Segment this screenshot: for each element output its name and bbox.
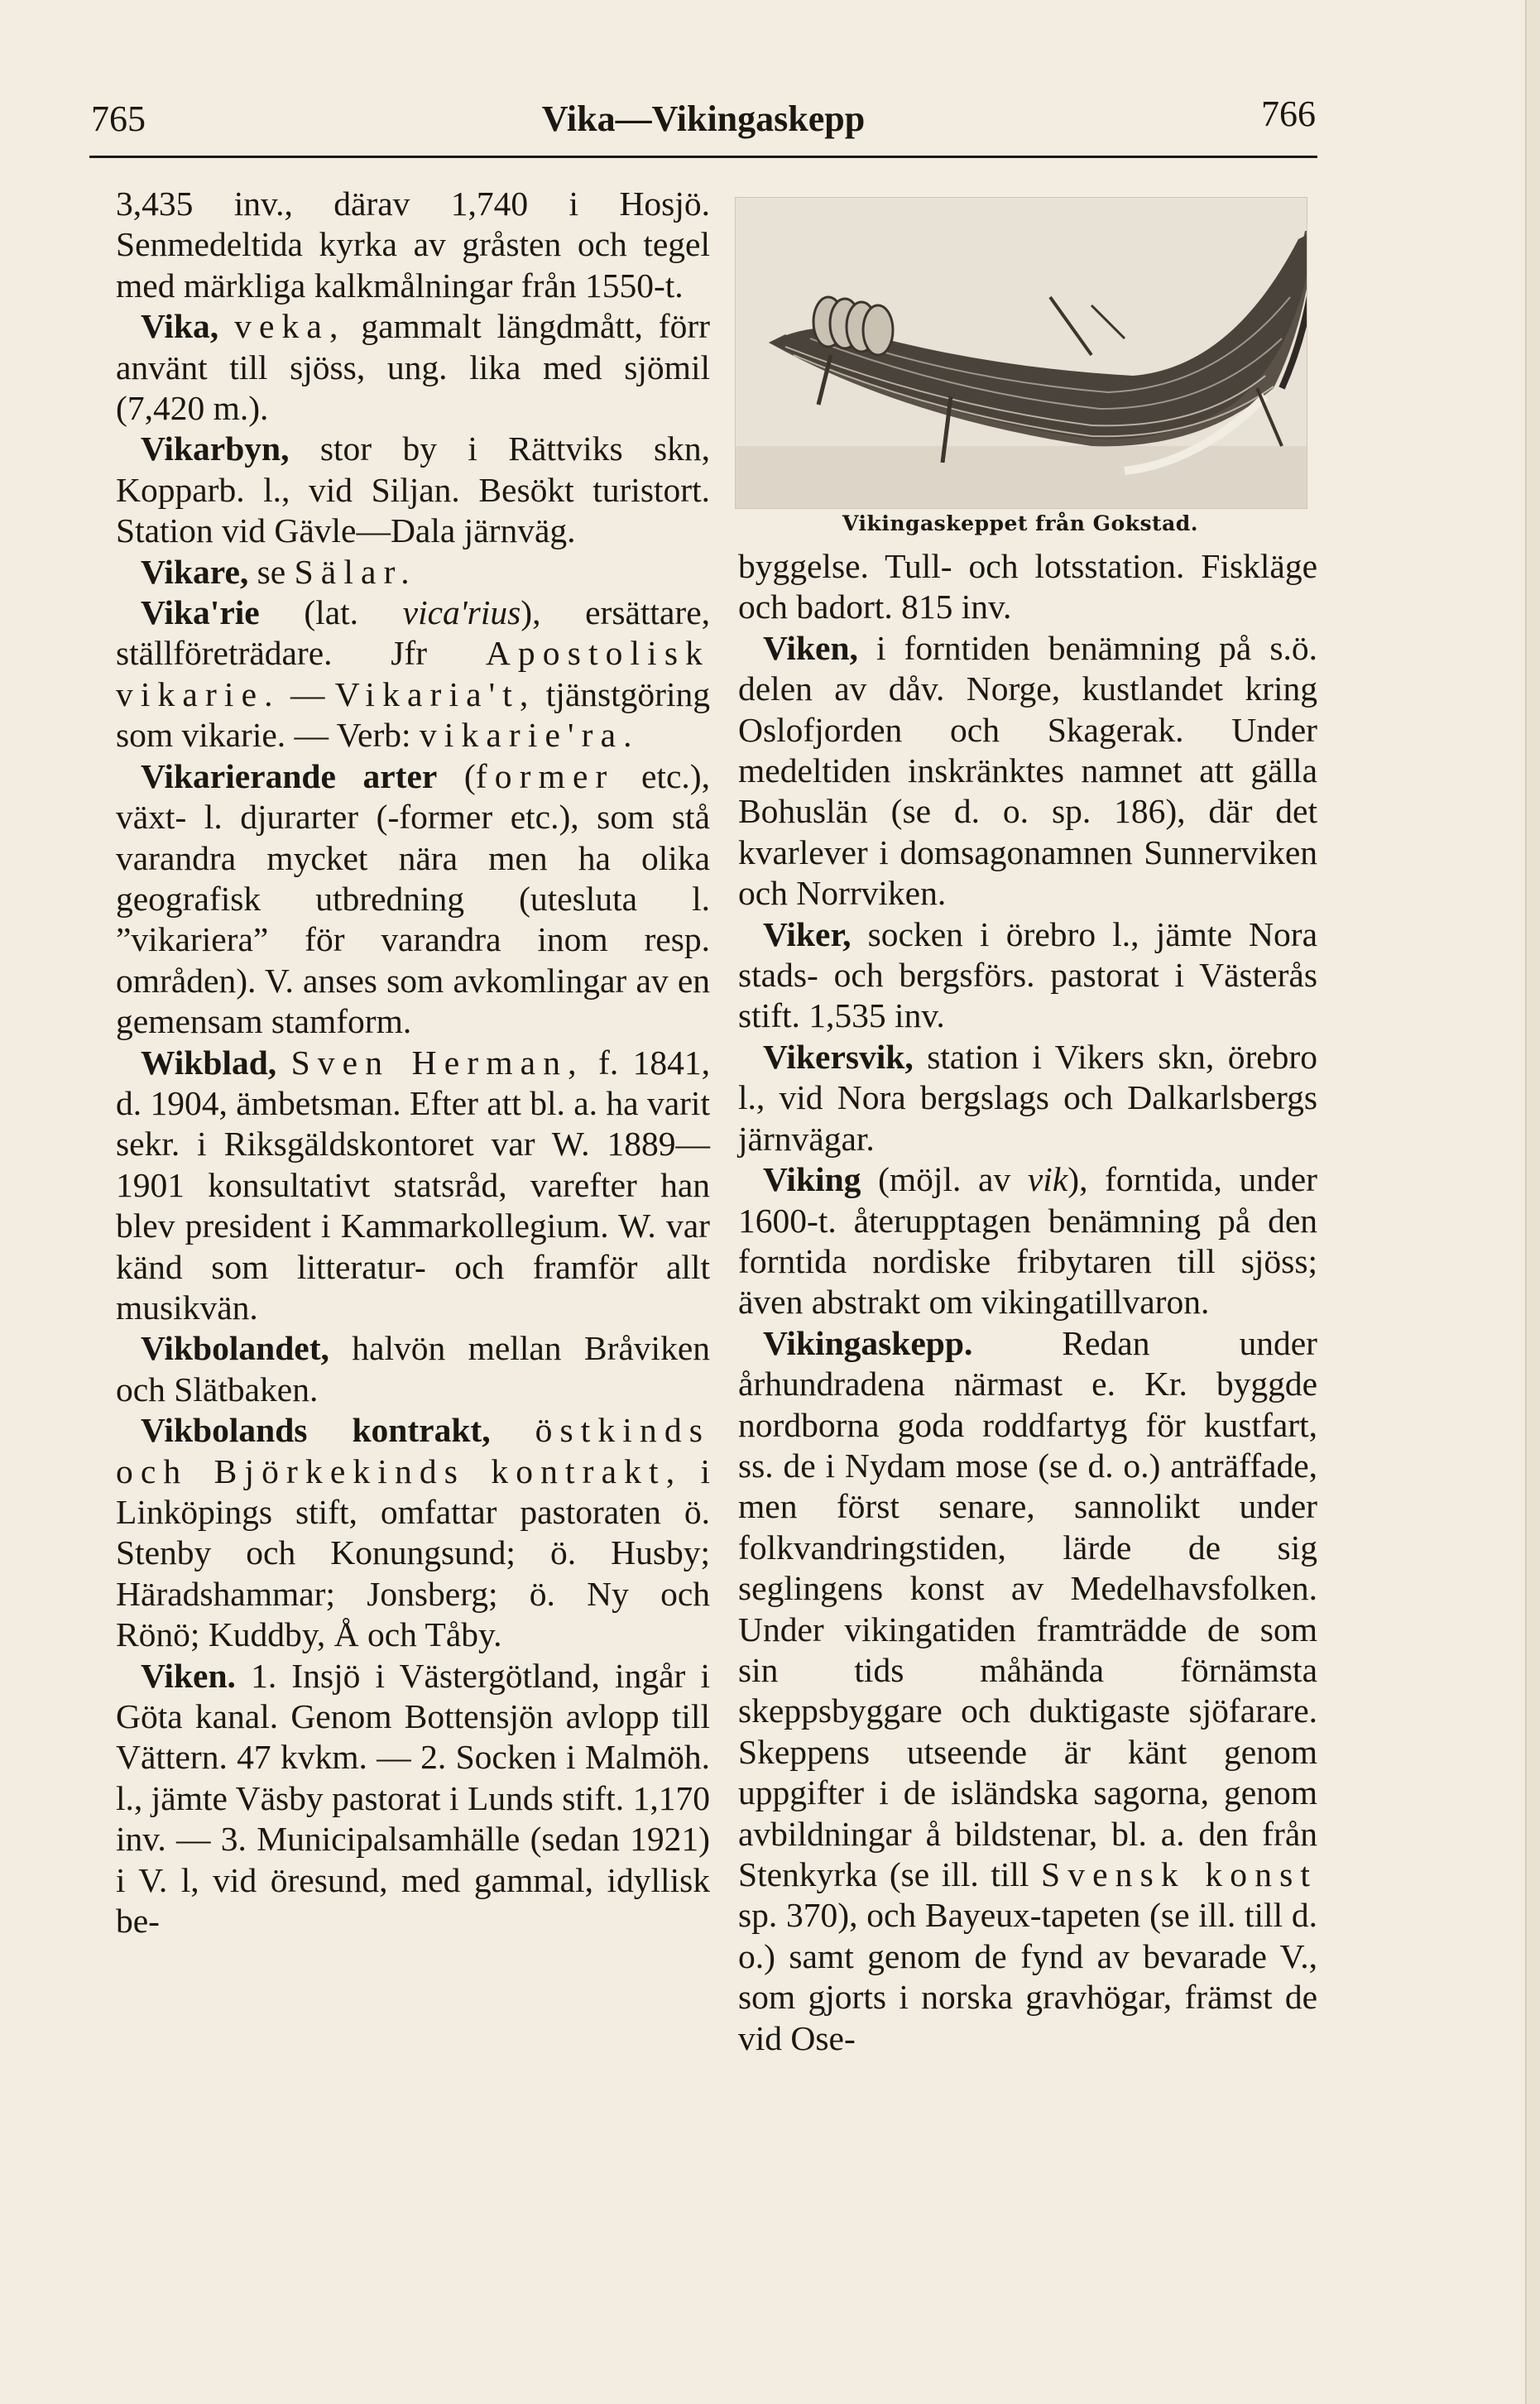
headword: Vikarierande arter [141, 756, 438, 795]
entry-vikbolandet: Vikbolandet, halvön mellan Bråviken och Slätbaken. [116, 1329, 711, 1408]
page-edge [1525, 0, 1540, 2404]
entry-vika: Vika, veka, gammalt längdmått, förr använt till sjöss, ung. lika med sjömil (7,420 m.). [116, 307, 710, 428]
headword: Vika'rie [141, 593, 260, 632]
entry-vikare: Vikare, se Sälar. [141, 552, 417, 591]
page-number-left: 765 [91, 98, 146, 139]
entry-vikersvik: Vikersvik, station i Vikers skn, örebro l., vid Nora bergslags och Dalkarlsbergs järnvägar. [738, 1037, 1318, 1158]
headword: Vikbolandet, [141, 1329, 329, 1368]
headword: Vikarbyn, [141, 429, 290, 468]
headword: Vikbolands kontrakt, [141, 1411, 491, 1450]
running-title: Vika—Vikingaskepp [541, 98, 866, 139]
header-rule [89, 156, 1317, 158]
entry-wikblad: Wikblad, Sven Herman, f. 1841, d. 1904, ämbetsman. Efter att bl. a. ha varit sekr. i Riksgäldskontoret var W. 1889—1901 konsultativt statsråd, varefter han blev president i Kammarkollegium. W. var känd som litteratur- och framför allt musikvän. [116, 1043, 710, 1327]
headword: Viken, [763, 628, 858, 667]
entry-vikbolands-kontrakt: Vikbolands kontrakt, östkinds och Björkekinds kontrakt, i Linköpings stift, omfattar pastoraten ö. Stenby och Konungsund; ö. Husby; Häradshammar; Jonsberg; ö. Ny och Rönö; Kuddby, Å och Tåby. [116, 1411, 711, 1654]
headword: Vikare, [141, 552, 249, 591]
headword: Vikersvik, [763, 1037, 914, 1076]
entry-viking: Viking (möjl. av vik), forntida, under 1600-t. återupptagen benämning på den forntida nordiske fribytaren till sjöss; även abstrakt om vikingatillvaron. [738, 1160, 1318, 1322]
entry-viken-continuation: byggelse. Tull- och lotsstation. Fiskläge och badort. 815 inv. [738, 547, 1317, 626]
entry-viken-2: Viken, i forntiden benämning på s.ö. delen av dåv. Norge, kustlandet kring Oslofjorden och Skagerak. Under medeltiden inskränktes namnet att gälla Bohuslän (se d. o. sp. 186), där det kvarlever i domsagonamnen Sunnerviken och Norrviken. [738, 628, 1317, 913]
entry-vikingaskepp: Vikingaskepp. Redan under århundradena närmast e. Kr. byggde nordborna goda roddfartyg för kustfart, ss. de i Nydam mose (se d. o.) anträffade, men först senare, sannolikt under folkvandringstiden, lärde de sig seglingens konst av Medelhavsfolken. Under vikingatiden framträdde de som sin tids måhända förnämsta skeppsbyggare och duktigaste sjöfarare. Skeppens utseende är känt genom uppgifter i de isländska sagorna, genom avbildningar å bildstenar, bl. a. den från Stenkyrka (se ill. till Svensk konst sp. 370), och Bayeux-tapeten (se ill. till d. o.) samt genom de fynd av bevarade V., som gjorts i norska gravhögar, främst de vid Ose- [738, 1323, 1318, 2057]
ship-drawing [736, 198, 1307, 508]
entry-vikarie: Vika'rie (lat. vica'rius), ersättare, ställföreträdare. Jfr Apostolisk vikarie. — Vikaria't, tjänstgöring som vikarie. — Verb: vikarie'ra. [116, 593, 711, 755]
entry-hosjo-continuation: 3,435 inv., därav 1,740 i Hosjö. Senmedeltida kyrka av gråsten och tegel med märkliga kalkmålningar från 1550-t. [116, 185, 710, 305]
running-header [91, 94, 1316, 156]
headword: Wikblad, [141, 1043, 277, 1082]
headword: Vika, [141, 307, 219, 346]
page-number-right: 766 [1261, 94, 1316, 134]
entry-viker: Viker, socken i örebro l., jämte Nora stads- och bergsförs. pastorat i Västerås stift. 1,535 inv. [738, 914, 1318, 1035]
headword: Viking [763, 1160, 861, 1199]
headword: Viker, [763, 914, 852, 953]
entry-vikarbyn: Vikarbyn, stor by i Rättviks skn, Kopparb. l., vid Siljan. Besökt turistort. Station vid Gävle—Dala järnväg. [116, 429, 710, 550]
viking-ship-illustration [735, 197, 1307, 509]
figure-caption: Vikingaskeppet från Gokstad. [842, 511, 1198, 535]
entry-viken-1: Viken. 1. Insjö i Västergötland, ingår i Göta kanal. Genom Bottensjön avlopp till Vättern. 47 kvkm. — 2. Socken i Malmöh. l., jämte Väsby pastorat i Lunds stift. 1,170 inv. — 3. Municipalsamhälle (sedan 1921) i V. l, vid öresund, med gammal, idyllisk be- [116, 1656, 711, 1941]
headword: Vikingaskepp. [763, 1323, 973, 1362]
entry-vikarierande-arter: Vikarierande arter (former etc.), växt- l. djurarter (-former etc.), som stå varandra mycket nära men ha olika geografisk utbredning (utesluta l. ”vikariera” för varandra inom resp. områden). V. anses som avkomlingar av en gemensam stamform. [116, 756, 710, 1041]
right-column [738, 546, 1317, 2059]
headword: Viken. [141, 1656, 236, 1695]
left-column [116, 184, 710, 1941]
